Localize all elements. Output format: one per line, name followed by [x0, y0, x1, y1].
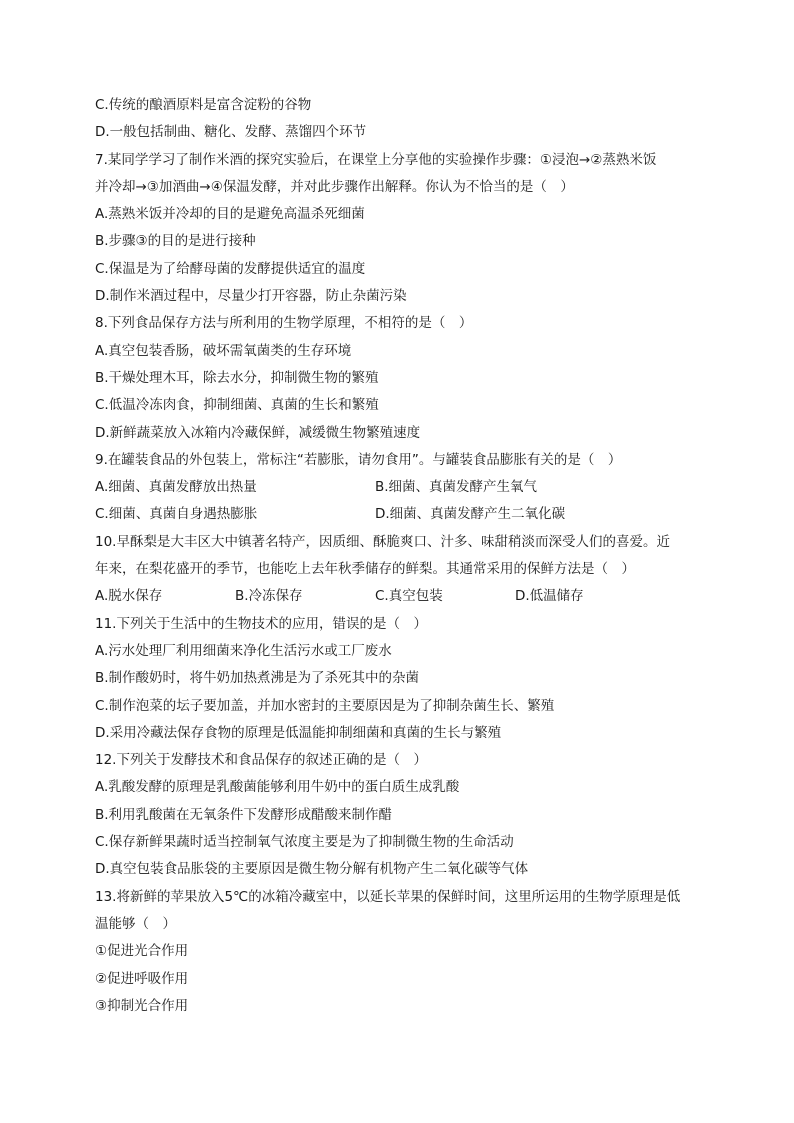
q10-stem-line2: 年来，在梨花盛开的季节，也能吃上去年秋季储存的鲜梨。其通常采用的保鲜方法是（ ） — [95, 561, 635, 578]
q11-stem: 11.下列关于生活中的生物技术的应用，错误的是（ ） — [95, 615, 427, 632]
q13-stem-line2: 温能够（ ） — [95, 915, 176, 932]
q8-option-a: A.真空包装香肠，破坏需氧菌类的生存环境 — [95, 342, 352, 359]
q9-stem: 9.在罐装食品的外包装上，常标注“若膨胀，请勿食用”。与罐装食品膨胀有关的是（ ） — [95, 451, 622, 468]
q12-stem: 12.下列关于发酵技术和食品保存的叙述正确的是（ ） — [95, 752, 427, 769]
exam-page — [95, 92, 705, 1020]
q7-option-c: C.保温是为了给酵母菌的发酵提供适宜的温度 — [95, 260, 366, 277]
q10-options-row — [95, 583, 705, 610]
q10-option-d: D.低温储存 — [515, 588, 584, 605]
q13-stem-line1: 13.将新鲜的苹果放入5℃的冰箱冷藏室中，以延长苹果的保鲜时间，这里所运用的生物学原理是低 — [95, 888, 681, 905]
q9-options-row1 — [95, 474, 705, 501]
q10-option-b: B.冷冻保存 — [235, 588, 303, 605]
q6-option-c: C.传统的酿酒原料是富含淀粉的谷物 — [95, 97, 312, 113]
q11-option-c: C.制作泡菜的坛子要加盖，并加水密封的主要原因是为了抑制杂菌生长、繁殖 — [95, 697, 555, 714]
q9-option-c: C.细菌、真菌自身遇热膨胀 — [95, 506, 258, 523]
q8-option-b: B.干燥处理木耳，除去水分，抑制微生物的繁殖 — [95, 369, 379, 386]
q10-option-c: C.真空包装 — [375, 588, 443, 605]
q13-choice-3: ③抑制光合作用 — [95, 997, 189, 1014]
q7-option-a: A.蒸熟米饭并冷却的目的是避免高温杀死细菌 — [95, 206, 365, 223]
q11-option-d: D.采用冷藏法保存食物的原理是低温能抑制细菌和真菌的生长与繁殖 — [95, 724, 502, 741]
q9-option-b: B.细菌、真菌发酵产生氧气 — [375, 479, 538, 496]
q12-option-c: C.保存新鲜果蔬时适当控制氧气浓度主要是为了抑制微生物的生命活动 — [95, 834, 514, 851]
q11-option-a: A.污水处理厂利用细菌来净化生活污水或工厂废水 — [95, 642, 392, 659]
q13-choice-2: ②促进呼吸作用 — [95, 970, 189, 987]
q12-option-d: D.真空包装食品胀袋的主要原因是微生物分解有机物产生二氧化碳等气体 — [95, 861, 529, 878]
q7-option-d: D.制作米酒过程中，尽量少打开容器，防止杂菌污染 — [95, 288, 407, 305]
q9-option-a: A.细菌、真菌发酵放出热量 — [95, 479, 257, 496]
q7-option-b: B.步骤③的目的是进行接种 — [95, 233, 256, 250]
q8-stem: 8.下列食品保存方法与所利用的生物学原理，不相符的是（ ） — [95, 315, 473, 332]
q12-option-a: A.乳酸发酵的原理是乳酸菌能够利用牛奶中的蛋白质生成乳酸 — [95, 779, 460, 796]
q10-option-a: A.脱水保存 — [95, 588, 163, 605]
q8-option-c: C.低温冷冻肉食，抑制细菌、真菌的生长和繁殖 — [95, 397, 379, 414]
q9-options-row2 — [95, 501, 705, 528]
q7-stem-line2: 并冷却→③加酒曲→④保温发酵，并对此步骤作出解释。你认为不恰当的是（ ） — [95, 178, 574, 195]
q12-option-b: B.利用乳酸菌在无氧条件下发酵形成醋酸来制作醋 — [95, 806, 393, 823]
q8-option-d: D.新鲜蔬菜放入冰箱内冷藏保鲜，减缓微生物繁殖速度 — [95, 424, 421, 441]
q10-stem-line1: 10.早酥梨是大丰区大中镇著名特产，因质细、酥脆爽口、汁多、味甜稍淡而深受人们的喜爱。近 — [95, 533, 670, 550]
q11-option-b: B.制作酸奶时，将牛奶加热煮沸是为了杀死其中的杂菌 — [95, 670, 420, 687]
q6-option-d: D.一般包括制曲、糖化、发酵、蒸馏四个环节 — [95, 124, 367, 141]
q9-option-d: D.细菌、真菌发酵产生二氧化碳 — [375, 506, 566, 523]
q7-stem-line1: 7.某同学学习了制作米酒的探究实验后，在课堂上分享他的实验操作步骤：①浸泡→②蒸熟米饭 — [95, 151, 657, 168]
q13-choice-1: ①促进光合作用 — [95, 943, 189, 960]
